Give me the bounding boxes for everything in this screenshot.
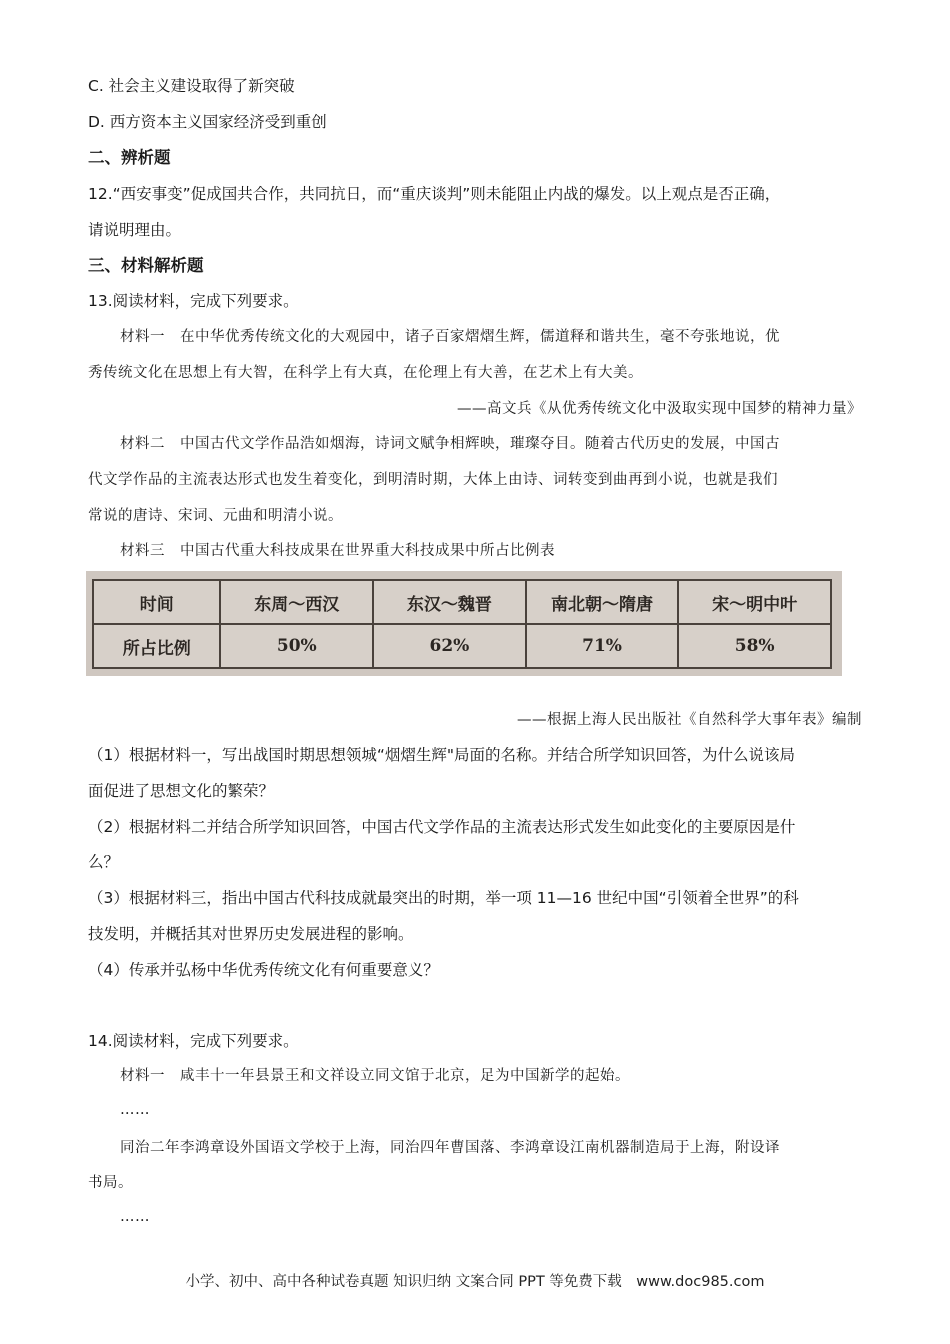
- section-heading-3: 三、材料解析题: [88, 256, 204, 275]
- question-13-prompt: 13.阅读材料，完成下列要求。: [88, 292, 299, 310]
- material-2-line-1: 材料二 中国古代文学作品浩如烟海，诗词文赋争相辉映，璀璨夺目。随着古代历史的发展，中国古: [120, 436, 780, 452]
- table-header-label: 时间: [93, 580, 220, 624]
- table-cell: 58%: [678, 624, 831, 668]
- option-d: D. 西方资本主义国家经济受到重创: [88, 113, 327, 131]
- q14-material-1-line-2: 同治二年李鸿章设外国语文学校于上海，同治四年曹国落、李鸿章设江南机器制造局于上海，附设译: [120, 1140, 780, 1156]
- table-row: [93, 624, 831, 668]
- material-2-line-2: 代文学作品的主流表达形式也发生着变化，到明清时期，大体上由诗、词转变到曲再到小说，也就是我们: [88, 472, 778, 488]
- sub-question-3-line-2: 技发明，并概括其对世界历史发展进程的影响。: [88, 925, 414, 943]
- question-14-prompt: 14.阅读材料，完成下列要求。: [88, 1032, 299, 1050]
- sub-question-3-line-1: （3）根据材料三，指出中国古代科技成就最突出的时期，举一项 11—16 世纪中国“引领着全世界”的科: [88, 889, 799, 907]
- q14-material-1-line-1: 材料一 咸丰十一年县景王和文祥设立同文馆于北京，足为中国新学的起始。: [120, 1068, 630, 1084]
- q14-material-1-line-3: 书局。: [88, 1175, 133, 1191]
- ellipsis: ……: [120, 1209, 150, 1225]
- table-cell: 宋～明中叶: [678, 580, 831, 624]
- table-cell: 71%: [526, 624, 679, 668]
- question-12-line-2: 请说明理由。: [88, 221, 182, 239]
- ratio-table-photo: [86, 571, 842, 676]
- sub-question-1-line-1: （1）根据材料一，写出战国时期思想领城“烟熠生辉"局面的名称。并结合所学知识回答，为什么说该局: [88, 746, 796, 764]
- option-c: C. 社会主义建设取得了新突破: [88, 77, 295, 95]
- ratio-table: [92, 579, 832, 669]
- section-heading-2: 二、辨析题: [88, 148, 171, 167]
- sub-question-4: （4）传承并弘杨中华优秀传统文化有何重要意义？: [88, 961, 439, 979]
- table-row-label: 所占比例: [93, 624, 220, 668]
- ellipsis: ……: [120, 1102, 150, 1118]
- table-cell: 东周～西汉: [220, 580, 373, 624]
- table-cell: 62%: [373, 624, 526, 668]
- material-1-line-2: 秀传统文化在思想上有大智，在科学上有大真，在伦理上有大善，在艺术上有大美。: [88, 365, 643, 381]
- material-1-source: ——高文兵《从优秀传统文化中汲取实现中国梦的精神力量》: [457, 401, 862, 417]
- question-12-line-1: 12.“西安事变”促成国共合作，共同抗日，而“重庆谈判”则未能阻止内战的爆发。以上观点是否正确，: [88, 185, 781, 203]
- material-1-line-1: 材料一 在中华优秀传统文化的大观园中，诸子百家熠熠生辉，儒道释和谐共生，毫不夸张地说，优: [120, 329, 780, 345]
- material-2-line-3: 常说的唐诗、宋词、元曲和明清小说。: [88, 508, 343, 524]
- page-footer: 小学、初中、高中各种试卷真题 知识归纳 文案合同 PPT 等免费下载 www.doc985.com: [185, 1274, 765, 1290]
- material-3-caption: 材料三 中国古代重大科技成果在世界重大科技成果中所占比例表: [120, 543, 555, 559]
- material-3-source: ——根据上海人民出版社《自然科学大事年表》编制: [517, 712, 862, 728]
- table-row: [93, 580, 831, 624]
- sub-question-1-line-2: 面促进了思想文化的繁荣？: [88, 782, 275, 800]
- sub-question-2-line-2: 么？: [88, 853, 120, 871]
- table-cell: 东汉～魏晋: [373, 580, 526, 624]
- table-cell: 南北朝～隋唐: [526, 580, 679, 624]
- table-cell: 50%: [220, 624, 373, 668]
- sub-question-2-line-1: （2）根据材料二并结合所学知识回答，中国古代文学作品的主流表达形式发生如此变化的主要原因是什: [88, 818, 796, 836]
